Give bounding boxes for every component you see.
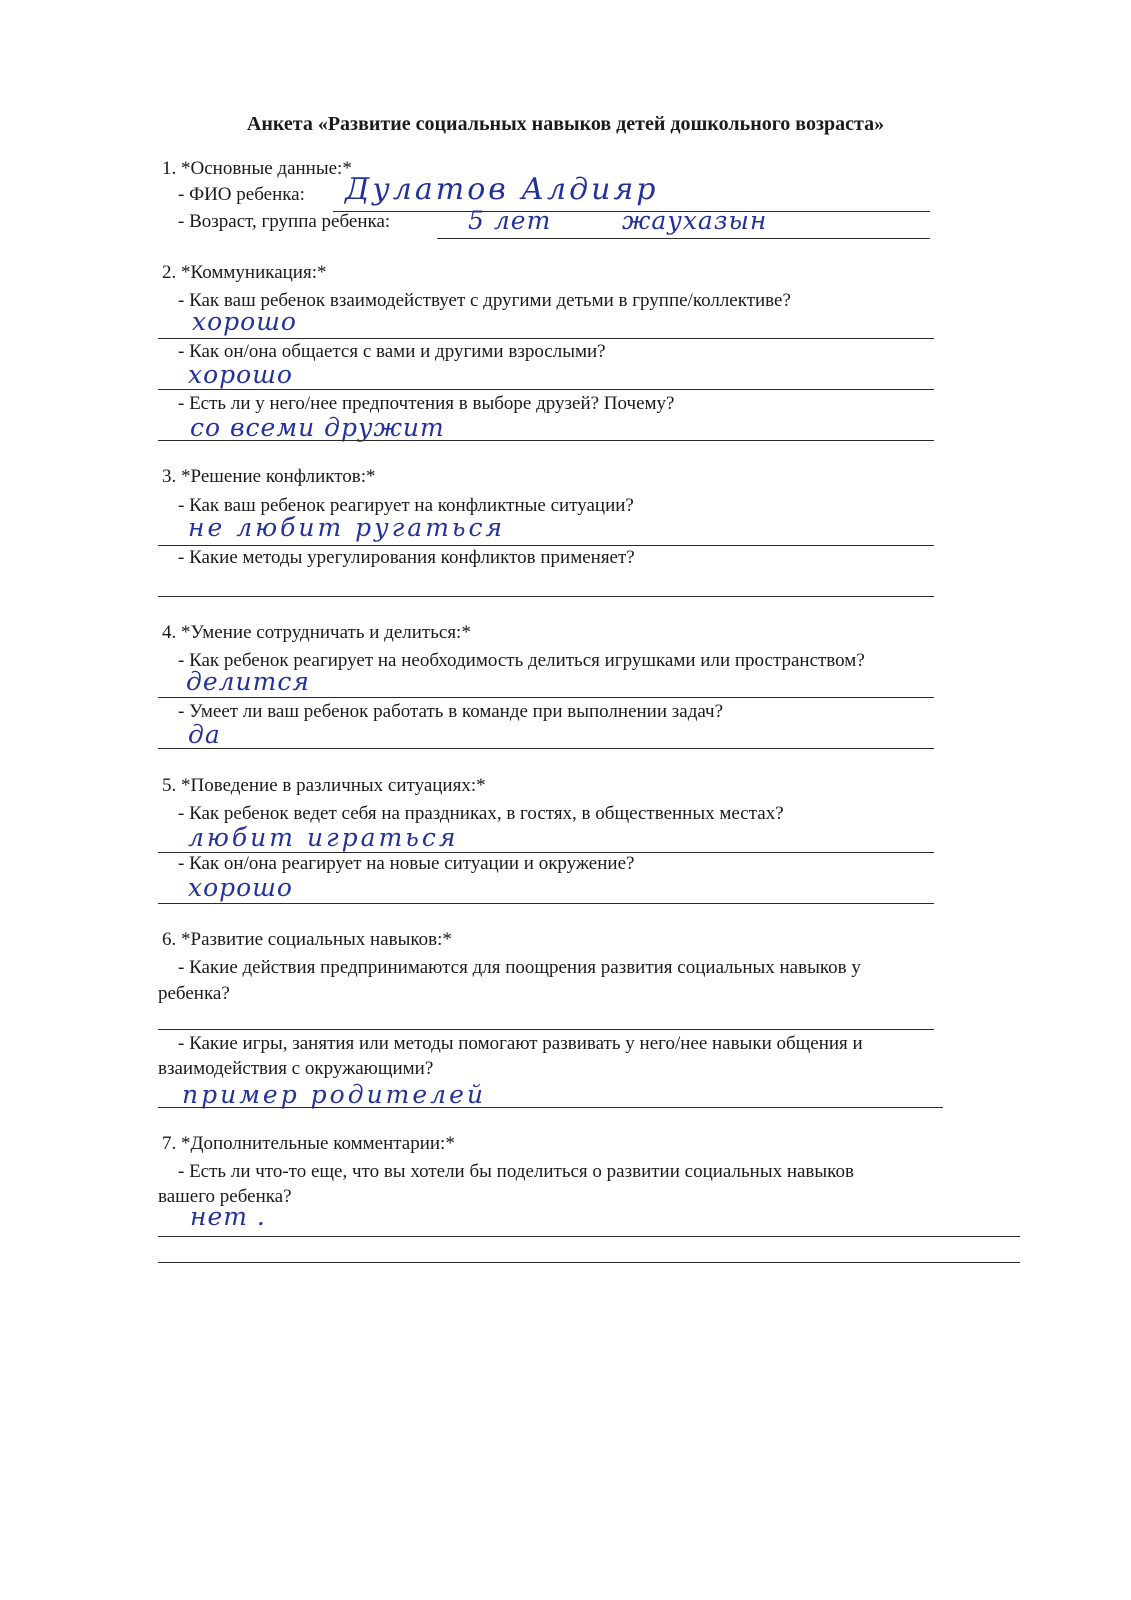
section-7-answer-2-line bbox=[158, 1262, 1020, 1263]
section-3-question-2: - Какие методы урегулирования конфликтов применяет? bbox=[178, 547, 635, 568]
section-6-answer-1-line bbox=[158, 1029, 934, 1030]
child-name-label: - ФИО ребенка: bbox=[178, 184, 305, 205]
section-5-question-1: - Как ребенок ведет себя на праздниках, в гостях, в общественных местах? bbox=[178, 803, 784, 824]
section-2-question-3: - Есть ли у него/нее предпочтения в выборе друзей? Почему? bbox=[178, 393, 675, 414]
section-2-question-1: - Как ваш ребенок взаимодействует с другими детьми в группе/коллективе? bbox=[178, 290, 791, 311]
section-5-question-2: - Как он/она реагирует на новые ситуации и окружение? bbox=[178, 853, 635, 874]
section-4-heading: 4. *Умение сотрудничать и делиться:* bbox=[162, 622, 471, 643]
section-4-question-1: - Как ребенок реагирует на необходимость делиться игрушками или пространством? bbox=[178, 650, 865, 671]
section-6-question-1-line-2: ребенка? bbox=[158, 983, 230, 1004]
section-2-answer-1: хорошо bbox=[192, 307, 297, 336]
child-age-answer: 5 лет bbox=[468, 206, 552, 235]
section-3-question-1: - Как ваш ребенок реагирует на конфликтные ситуации? bbox=[178, 495, 634, 516]
child-age-group-label: - Возраст, группа ребенка: bbox=[178, 211, 391, 232]
section-7-question-1-line-2: вашего ребенка? bbox=[158, 1186, 292, 1207]
section-7-question-1-line-1: - Есть ли что-то еще, что вы хотели бы поделиться о развитии социальных навыков bbox=[178, 1161, 854, 1182]
section-3-answer-2-line bbox=[158, 596, 934, 597]
section-6-answer-2-line bbox=[158, 1107, 943, 1108]
section-5-answer-2: хорошо bbox=[188, 873, 293, 902]
section-6-question-2-line-2: взаимодействия с окружающими? bbox=[158, 1058, 434, 1079]
section-7-heading: 7. *Дополнительные комментарии:* bbox=[162, 1133, 455, 1154]
section-6-answer-2: пример родителей bbox=[182, 1080, 486, 1109]
section-2-answer-2: хорошо bbox=[188, 360, 293, 389]
section-2-answer-2-line bbox=[158, 389, 934, 390]
section-3-answer-1: не любит ругаться bbox=[188, 513, 506, 542]
section-6-heading: 6. *Развитие социальных навыков:* bbox=[162, 929, 452, 950]
section-2-heading: 2. *Коммуникация:* bbox=[162, 262, 327, 283]
section-5-answer-2-line bbox=[158, 903, 934, 904]
section-2-answer-3: со всеми дружит bbox=[190, 413, 445, 442]
section-3-answer-1-line bbox=[158, 545, 934, 546]
section-4-answer-2-line bbox=[158, 748, 934, 749]
section-4-question-2: - Умеет ли ваш ребенок работать в команде при выполнении задач? bbox=[178, 701, 724, 722]
section-7-answer-1: нет . bbox=[190, 1202, 266, 1231]
section-5-heading: 5. *Поведение в различных ситуациях:* bbox=[162, 775, 486, 796]
section-2-answer-1-line bbox=[158, 338, 934, 339]
section-6-question-1-line-1: - Какие действия предпринимаются для поощрения развития социальных навыков у bbox=[178, 957, 861, 978]
section-5-answer-1: любит играться bbox=[188, 823, 459, 852]
section-3-heading: 3. *Решение конфликтов:* bbox=[162, 466, 376, 487]
child-age-group-line bbox=[437, 238, 930, 239]
section-2-question-2: - Как он/она общается с вами и другими взрослыми? bbox=[178, 341, 606, 362]
section-7-answer-1-line bbox=[158, 1236, 1020, 1237]
section-1-heading: 1. *Основные данные:* bbox=[162, 158, 352, 179]
section-4-answer-1-line bbox=[158, 697, 934, 698]
child-group-answer: жаухазын bbox=[622, 206, 768, 235]
section-4-answer-2: да bbox=[188, 720, 221, 749]
child-name-answer: Дулатов Алдияр bbox=[345, 172, 659, 207]
section-2-answer-3-line bbox=[158, 440, 934, 441]
section-6-question-2-line-1: - Какие игры, занятия или методы помогают развивать у него/нее навыки общения и bbox=[178, 1033, 863, 1054]
section-4-answer-1: делится bbox=[186, 667, 310, 696]
page-title: Анкета «Развитие социальных навыков детей дошкольного возраста» bbox=[246, 113, 885, 135]
